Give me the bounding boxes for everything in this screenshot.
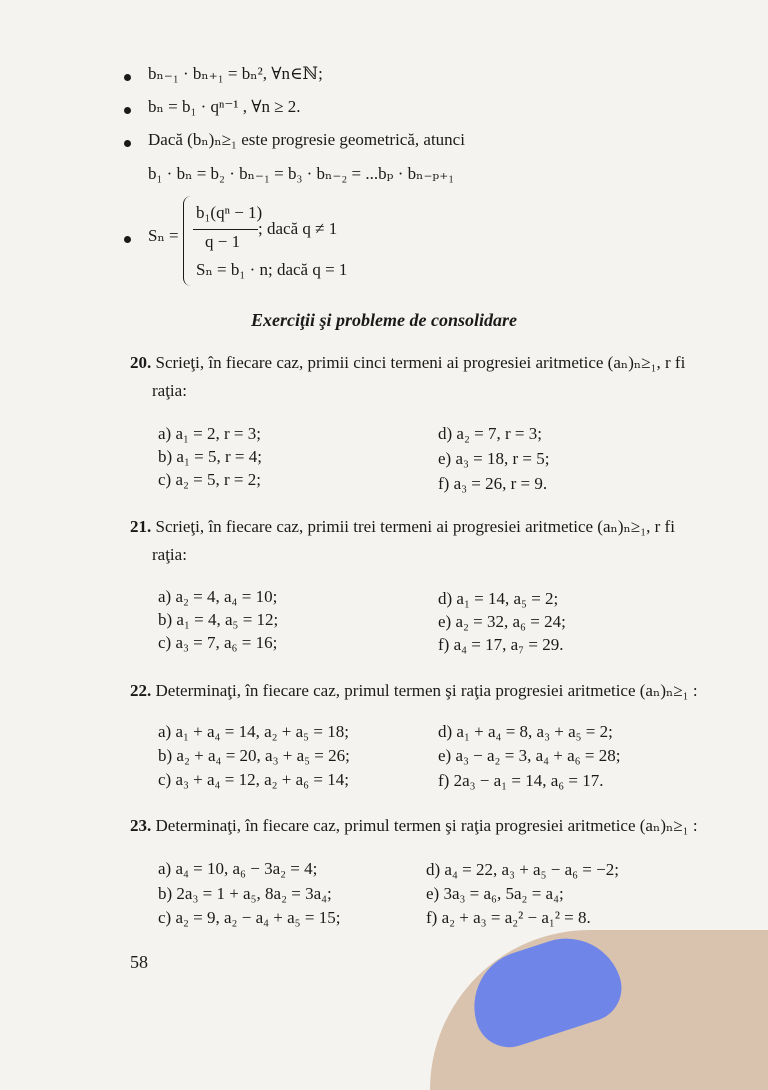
exercise-item: f) a₄ = 17, a₇ = 29.: [438, 635, 564, 654]
exercise-item: c) a₂ = 9, a₂ − a₄ + a₅ = 15;: [158, 908, 341, 927]
exercise-item: c) a₂ = 5, r = 2;: [158, 470, 261, 489]
sum-case1: ; dacă q ≠ 1: [258, 219, 338, 238]
exercise-item: d) a₂ = 7, r = 3;: [438, 424, 542, 443]
fraction-bar: [193, 229, 258, 230]
bullet-dot: [124, 107, 131, 114]
problem-20: [130, 353, 685, 373]
bullet-item: Dacă (bₙ)ₙ≥₁ este progresie geometrică, atunci: [148, 130, 465, 149]
exercise-item: e) 3a₃ = a₆, 5a₂ = a₄;: [426, 884, 564, 903]
sum-case2: Sₙ = b₁ · n; dacă q = 1: [196, 260, 348, 279]
exercise-item: e) a₃ − a₂ = 3, a₄ + a₆ = 28;: [438, 746, 621, 765]
exercise-item: f) a₃ = 26, r = 9.: [438, 474, 548, 493]
sum-numerator: b₁(qⁿ − 1): [196, 203, 263, 222]
problem-21: [130, 517, 675, 537]
page-number: 58: [130, 952, 148, 972]
problem-number: 23.: [130, 816, 152, 835]
exercise-item: b) 2a₃ = 1 + a₅, 8a₂ = 3a₄;: [158, 884, 332, 903]
problem-22: [130, 681, 698, 701]
exercise-item: b) a₁ = 5, r = 4;: [158, 447, 262, 466]
exercise-item: a) a₄ = 10, a₆ − 3a₂ = 4;: [158, 859, 318, 878]
problem-number: 22.: [130, 681, 152, 700]
exercise-item: f) a₂ + a₃ = a₂² − a₁² = 8.: [426, 908, 591, 927]
exercise-item: b) a₂ + a₄ = 20, a₃ + a₅ = 26;: [158, 746, 350, 765]
bullet-dot: [124, 74, 131, 81]
exercise-item: a) a₁ + a₄ = 14, a₂ + a₅ = 18;: [158, 722, 349, 741]
exercise-item: e) a₃ = 18, r = 5;: [438, 449, 550, 468]
case-brace: [183, 196, 194, 286]
product-identity: b₁ · bₙ = b₂ · bₙ₋₁ = b₃ · bₙ₋₂ = ...bₚ · bₙ₋ₚ₊₁: [148, 164, 455, 183]
problem-statement: Scrieţi, în fiecare caz, primii trei termeni ai progresiei aritmetice (aₙ)ₙ≥₁, r fi: [155, 517, 675, 536]
exercise-item: a) a₁ = 2, r = 3;: [158, 424, 261, 443]
problem-23: [130, 816, 698, 836]
exercise-item: f) 2a₃ − a₁ = 14, a₆ = 17.: [438, 771, 604, 790]
exercise-item: c) a₃ = 7, a₆ = 16;: [158, 633, 278, 652]
bullet-item: bₙ = b₁ · qⁿ⁻¹ , ∀n ≥ 2.: [148, 97, 301, 116]
bullet-dot: [124, 236, 131, 243]
problem-number: 21.: [130, 517, 152, 536]
exercise-item: c) a₃ + a₄ = 12, a₂ + a₆ = 14;: [158, 770, 349, 789]
sum-lhs: Sₙ =: [148, 226, 179, 245]
problem-statement: Determinaţi, în fiecare caz, primul termen şi raţia progresiei aritmetice (aₙ)ₙ≥₁ :: [155, 681, 698, 700]
exercise-item: d) a₄ = 22, a₃ + a₅ − a₆ = −2;: [426, 860, 619, 879]
problem-statement: Determinaţi, în fiecare caz, primul termen şi raţia progresiei aritmetice (aₙ)ₙ≥₁ :: [155, 816, 698, 835]
exercise-item: b) a₁ = 4, a₅ = 12;: [158, 610, 279, 629]
section-title: Exerciţii şi probleme de consolidare: [251, 310, 517, 330]
exercise-item: a) a₂ = 4, a₄ = 10;: [158, 587, 278, 606]
problem-statement-cont: raţia:: [152, 381, 187, 400]
bullet-item: bₙ₋₁ · bₙ₊₁ = bₙ², ∀n∈ℕ;: [148, 64, 323, 83]
exercise-item: e) a₂ = 32, a₆ = 24;: [438, 612, 566, 631]
sum-denominator: q − 1: [205, 232, 241, 251]
exercise-item: d) a₁ = 14, a₅ = 2;: [438, 589, 559, 608]
problem-number: 20.: [130, 353, 152, 372]
problem-statement: Scrieţi, în fiecare caz, primii cinci termeni ai progresiei aritmetice (aₙ)ₙ≥₁, r fi: [155, 353, 686, 372]
problem-statement-cont: raţia:: [152, 545, 187, 564]
bullet-dot: [124, 140, 131, 147]
exercise-item: d) a₁ + a₄ = 8, a₃ + a₅ = 2;: [438, 722, 613, 741]
